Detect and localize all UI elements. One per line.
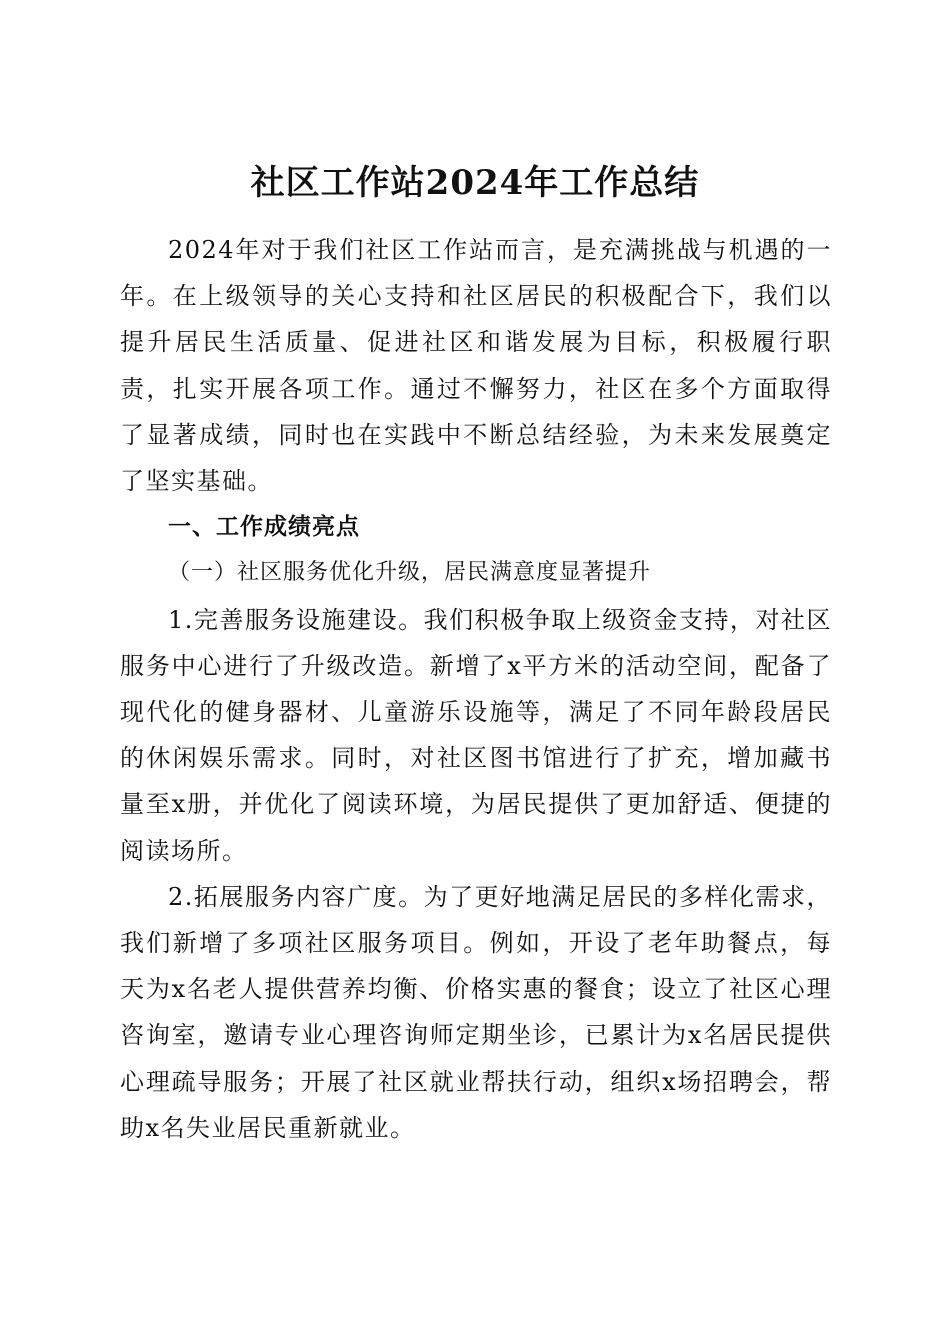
item-paragraph-2: 2.拓展服务内容广度。为了更好地满足居民的多样化需求，我们新增了多项社区服务项目。例如，开设了老年助餐点，每天为x名老人提供营养均衡、价格实惠的餐食；设立了社区心理咨询室，邀请专业心理咨询师定期坐诊，已累计为x名居民提供心理疏导服务；开展了社区就业帮扶行动，组织x场招聘会，帮助x名失业居民重新就业。	[120, 882, 832, 1142]
item-paragraph-1: 1.完善服务设施建设。我们积极争取上级资金支持，对社区服务中心进行了升级改造。新增了x平方米的活动空间，配备了现代化的健身器材、儿童游乐设施等，满足了不同年龄段居民的休闲娱乐需求。同时，对社区图书馆进行了扩充，增加藏书量至x册，并优化了阅读环境，为居民提供了更加舒适、便捷的阅读场所。	[120, 605, 832, 865]
subsection-heading: （一）社区服务优化升级，居民满意度显著提升	[168, 560, 652, 586]
document-title: 社区工作站2024年工作总结	[250, 162, 700, 203]
section-heading: 一、工作成绩亮点	[168, 514, 360, 541]
intro-paragraph: 2024年对于我们社区工作站而言，是充满挑战与机遇的一年。在上级领导的关心支持和社区居民的积极配合下，我们以提升居民生活质量、促进社区和谐发展为目标，积极履行职责，扎实开展各项工作。通过不懈努力，社区在多个方面取得了显著成绩，同时也在实践中不断总结经验，为未来发展奠定了坚实基础。	[120, 236, 832, 496]
document-body	[120, 227, 832, 1151]
